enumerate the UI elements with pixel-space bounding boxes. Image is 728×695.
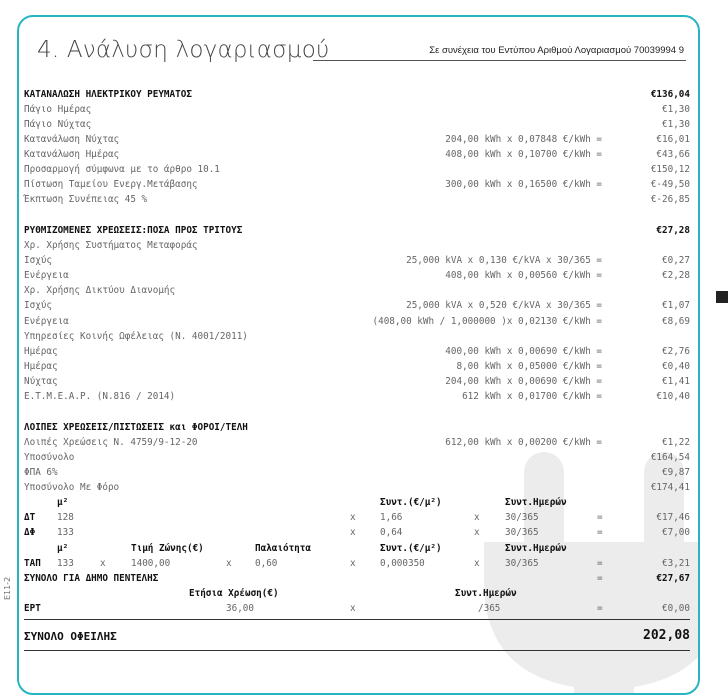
row-calculation: 408,00 kWh x 0,00560 €/kWh = <box>445 270 602 282</box>
row-amount: €-49,50 <box>650 179 690 190</box>
row-label: Πίστωση Ταμείου Ενεργ.Μετάβασης <box>24 179 198 190</box>
cell-m2: 133 <box>57 558 74 569</box>
cell-coef: 0,000350 <box>380 558 425 569</box>
row-amount: €8,69 <box>662 315 690 327</box>
cell-eq: = <box>597 527 603 538</box>
cell-eq: = <box>597 512 603 523</box>
row-label-dt: ΔΤ <box>24 512 36 523</box>
row-calculation: 8,00 kWh x 0,05000 €/kWh = <box>456 360 602 372</box>
row-label: Ημέρας <box>24 360 58 372</box>
row-label: Ισχύς <box>24 300 52 312</box>
row-label: Νύχτας <box>24 375 58 387</box>
row-calculation: 612,00 kWh x 0,00200 €/kWh = <box>445 437 602 448</box>
section-total: €27,28 <box>656 225 690 236</box>
cell-x: x <box>100 558 106 569</box>
section-title: ΚΑΤΑΝΑΛΩΣΗ ΗΛΕΚΤΡΙΚΟΥ ΡΕΥΜΑΤΟΣ <box>24 89 192 100</box>
ert-label: ΕΡΤ <box>24 603 41 614</box>
row-amount: €16,01 <box>656 133 690 145</box>
row-label: Πάγιο Ημέρας <box>24 103 92 115</box>
col-header-zone: Τιμή Ζώνης(€) <box>131 543 204 554</box>
cell-x: x <box>474 512 480 523</box>
col-header-days: Συντ.Ημερών <box>505 497 567 508</box>
cell-days: 30/365 <box>505 527 539 538</box>
row-amount: €-26,85 <box>650 194 690 206</box>
row-calculation: (408,00 kWh / 1,000000 )x 0,02130 €/kWh = <box>372 315 602 327</box>
col-header-coef: Συντ.(€/μ²) <box>380 543 442 554</box>
cell-x: x <box>350 558 356 569</box>
col-header-days: Συντ.Ημερών <box>505 543 567 554</box>
row-amount: €1,07 <box>662 300 690 312</box>
cell-x: x <box>350 603 356 614</box>
row-calculation: 408,00 kWh x 0,10700 €/kWh = <box>445 148 602 160</box>
row-label: Ενέργεια <box>24 270 69 282</box>
col-header-annual: Ετήσια Χρέωση(€) <box>189 588 279 599</box>
page-marker <box>716 291 728 303</box>
cell-coef: 1,66 <box>380 512 403 523</box>
row-label: Πάγιο Νύχτας <box>24 118 92 130</box>
row-label: Έκπτωση Συνέπειας 45 % <box>24 194 148 206</box>
cell-zone: 1400,00 <box>131 558 171 569</box>
row-label: Υποσύνολο <box>24 452 75 464</box>
cell-x: x <box>350 527 356 538</box>
row-amount: €1,30 <box>662 118 690 130</box>
row-label: Χρ. Χρήσης Δικτύου Διανομής <box>24 285 176 297</box>
row-amount: €1,22 <box>662 437 690 448</box>
col-header-age: Παλαιότητα <box>255 543 311 554</box>
cell-days: 30/365 <box>505 512 539 523</box>
row-label: Κατανάλωση Ημέρας <box>24 148 120 160</box>
row-label: Ισχύς <box>24 255 52 267</box>
row-amount: €150,12 <box>650 163 690 175</box>
cell-x: x <box>226 558 232 569</box>
ert-amount: €0,00 <box>662 603 690 614</box>
cell-age: 0,60 <box>255 558 278 569</box>
row-label: Ε.Τ.Μ.Ε.Α.Ρ. (Ν.816 / 2014) <box>24 391 176 402</box>
row-label: Προσαρμογή σύμφωνα με το άρθρο 10.1 <box>24 163 220 175</box>
row-label: Ημέρας <box>24 345 58 357</box>
row-amount: €43,66 <box>656 148 690 160</box>
row-amount: €9,87 <box>662 467 690 479</box>
row-label: Υπηρεσίες Κοινής Ωφέλειας (Ν. 4001/2011) <box>24 330 248 342</box>
cell-m2: 133 <box>57 527 74 538</box>
row-amount: €2,28 <box>662 270 690 282</box>
total-divider <box>24 619 690 620</box>
cell-x: x <box>474 527 480 538</box>
ert-annual: 36,00 <box>226 603 254 614</box>
row-amount: €2,76 <box>662 345 690 357</box>
row-label: Χρ. Χρήσης Συστήματος Μεταφοράς <box>24 240 198 251</box>
row-label: Λοιπές Χρεώσεις Ν. 4759/9-12-20 <box>24 437 198 448</box>
cell-amount: €3,21 <box>662 558 690 569</box>
section-total: €136,04 <box>650 89 690 100</box>
section-title: ΡΥΘΜΙΖΟΜΕΝΕΣ ΧΡΕΩΣΕΙΣ:ΠΟΣΑ ΠΡΟΣ ΤΡΙΤΟΥΣ <box>24 225 243 236</box>
cell-eq: = <box>597 603 603 614</box>
cell-eq: = <box>597 573 603 584</box>
row-amount: €10,40 <box>656 391 690 402</box>
row-calculation: 612 kWh x 0,01700 €/kWh = <box>462 391 602 402</box>
row-label: Ενέργεια <box>24 315 69 327</box>
col-header-m2: μ² <box>57 497 69 508</box>
cell-days: 30/365 <box>505 558 539 569</box>
ert-days: /365 <box>478 603 501 614</box>
row-label: Κατανάλωση Νύχτας <box>24 133 120 145</box>
col-header-coef: Συντ.(€/μ²) <box>380 497 442 508</box>
total-underline <box>24 650 690 651</box>
row-amount: €1,30 <box>662 103 690 115</box>
side-code: E11-2 <box>3 576 12 600</box>
title-underline <box>313 60 686 61</box>
col-header-days: Συντ.Ημερών <box>455 588 517 599</box>
row-calculation: 204,00 kWh x 0,00690 €/kWh = <box>445 375 602 387</box>
cell-eq: = <box>597 558 603 569</box>
cell-amount: €7,00 <box>662 527 690 538</box>
row-label-tap: ΤΑΠ <box>24 558 41 569</box>
row-amount: €1,41 <box>662 375 690 387</box>
cell-amount: €17,46 <box>656 512 690 523</box>
header-note: Σε συνέχεια του Εντύπου Αριθμού Λογαριασμού 70039994 9 <box>429 45 684 56</box>
grand-total-label: ΣΥΝΟΛΟ ΟΦΕΙΛΗΣ <box>24 630 117 643</box>
row-amount: €174,41 <box>650 482 690 494</box>
row-calculation: 400,00 kWh x 0,00690 €/kWh = <box>445 345 602 357</box>
row-amount: €0,27 <box>662 255 690 267</box>
row-amount: €164,54 <box>650 452 690 464</box>
row-calculation: 25,000 kVA x 0,130 €/kVA x 30/365 = <box>406 255 602 267</box>
cell-m2: 128 <box>57 512 74 523</box>
row-label: ΦΠΑ 6% <box>24 467 58 479</box>
grand-total-amount: 202,08 <box>643 628 690 643</box>
cell-coef: 0,64 <box>380 527 403 538</box>
col-header-m2: μ² <box>57 543 69 554</box>
municipal-total-amount: €27,67 <box>656 573 690 584</box>
row-label: Υποσύνολο Με Φόρο <box>24 482 120 494</box>
row-calculation: 300,00 kWh x 0,16500 €/kWh = <box>445 179 602 190</box>
row-label-df: ΔΦ <box>24 527 36 538</box>
cell-x: x <box>474 558 480 569</box>
row-amount: €0,40 <box>662 360 690 372</box>
row-calculation: 204,00 kWh x 0,07848 €/kWh = <box>445 133 602 145</box>
cell-x: x <box>350 512 356 523</box>
section-title: ΛΟΙΠΕΣ ΧΡΕΩΣΕΙΣ/ΠΙΣΤΩΣΕΙΣ και ΦΟΡΟΙ/ΤΕΛΗ <box>24 422 248 433</box>
page-title: 4. Ανάλυση λογαριασμού <box>37 37 330 63</box>
row-calculation: 25,000 kVA x 0,520 €/kVA x 30/365 = <box>406 300 602 312</box>
municipal-total-label: ΣΥΝΟΛΟ ΓΙΑ ΔΗΜΟ ΠΕΝΤΕΛΗΣ <box>24 573 159 584</box>
